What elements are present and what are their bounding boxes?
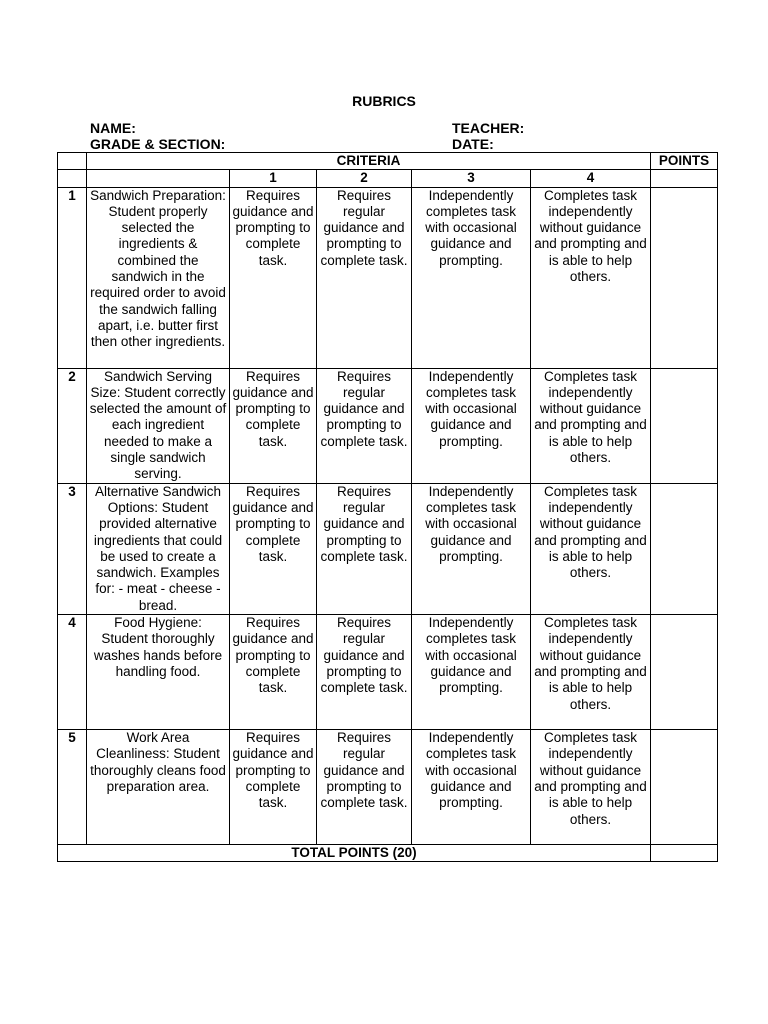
level-header-3: 3 bbox=[412, 170, 531, 187]
criterion-cell: Food Hygiene: Student thoroughly washes hands before handling food. bbox=[87, 615, 230, 730]
points-cell[interactable] bbox=[651, 730, 718, 845]
points-cell[interactable] bbox=[651, 483, 718, 614]
level-4-cell: Completes task independently without guidance and prompting and is able to help others. bbox=[531, 368, 651, 483]
level-4-cell: Completes task independently without guidance and prompting and is able to help others. bbox=[531, 615, 651, 730]
name-label: NAME: bbox=[90, 120, 136, 136]
level-1-cell: Requires guidance and prompting to complete task. bbox=[230, 187, 317, 368]
level-3-cell: Independently completes task with occasional guidance and prompting. bbox=[412, 483, 531, 614]
table-row bbox=[58, 615, 718, 730]
table-row bbox=[58, 730, 718, 845]
level-2-cell: Requires regular guidance and prompting to complete task. bbox=[317, 730, 412, 845]
level-1-cell: Requires guidance and prompting to complete task. bbox=[230, 368, 317, 483]
row-number: 5 bbox=[58, 730, 87, 845]
blank-cell bbox=[87, 170, 230, 187]
criteria-header-row bbox=[58, 153, 718, 170]
level-2-cell: Requires regular guidance and prompting to complete task. bbox=[317, 368, 412, 483]
level-1-cell: Requires guidance and prompting to complete task. bbox=[230, 615, 317, 730]
blank-cell bbox=[58, 153, 87, 170]
levels-header-row bbox=[58, 170, 718, 187]
level-header-2: 2 bbox=[317, 170, 412, 187]
criteria-header: CRITERIA bbox=[87, 153, 651, 170]
table-row bbox=[58, 483, 718, 614]
points-cell[interactable] bbox=[651, 615, 718, 730]
level-3-cell: Independently completes task with occasional guidance and prompting. bbox=[412, 368, 531, 483]
table-row bbox=[58, 368, 718, 483]
level-header-4: 4 bbox=[531, 170, 651, 187]
date-label: DATE: bbox=[452, 136, 494, 152]
level-3-cell: Independently completes task with occasional guidance and prompting. bbox=[412, 730, 531, 845]
total-points-cell[interactable] bbox=[651, 845, 718, 862]
points-cell[interactable] bbox=[651, 187, 718, 368]
row-number: 4 bbox=[58, 615, 87, 730]
row-number: 3 bbox=[58, 483, 87, 614]
total-row bbox=[58, 845, 718, 862]
criterion-cell: Alternative Sandwich Options: Student provided alternative ingredients that could be used to create a sandwich. Examples for: - meat - cheese - bread. bbox=[87, 483, 230, 614]
level-2-cell: Requires regular guidance and prompting to complete task. bbox=[317, 483, 412, 614]
criterion-cell: Sandwich Serving Size: Student correctly selected the amount of each ingredient needed to make a single sandwich serving. bbox=[87, 368, 230, 483]
level-2-cell: Requires regular guidance and prompting to complete task. bbox=[317, 615, 412, 730]
level-1-cell: Requires guidance and prompting to complete task. bbox=[230, 483, 317, 614]
level-1-cell: Requires guidance and prompting to complete task. bbox=[230, 730, 317, 845]
teacher-label: TEACHER: bbox=[452, 120, 525, 136]
level-2-cell: Requires regular guidance and prompting to complete task. bbox=[317, 187, 412, 368]
table-row bbox=[58, 187, 718, 368]
rubric-table bbox=[57, 152, 718, 862]
row-number: 1 bbox=[58, 187, 87, 368]
level-4-cell: Completes task independently without guidance and prompting and is able to help others. bbox=[531, 730, 651, 845]
grade-section-label: GRADE & SECTION: bbox=[90, 136, 226, 152]
level-4-cell: Completes task independently without guidance and prompting and is able to help others. bbox=[531, 187, 651, 368]
points-header: POINTS bbox=[651, 153, 718, 170]
level-3-cell: Independently completes task with occasional guidance and prompting. bbox=[412, 187, 531, 368]
level-3-cell: Independently completes task with occasional guidance and prompting. bbox=[412, 615, 531, 730]
total-points-label: TOTAL POINTS (20) bbox=[58, 845, 651, 862]
level-4-cell: Completes task independently without guidance and prompting and is able to help others. bbox=[531, 483, 651, 614]
criterion-cell: Work Area Cleanliness: Student thoroughly cleans food preparation area. bbox=[87, 730, 230, 845]
blank-cell bbox=[58, 170, 87, 187]
level-header-1: 1 bbox=[230, 170, 317, 187]
blank-cell bbox=[651, 170, 718, 187]
criterion-cell: Sandwich Preparation: Student properly selected the ingredients & combined the sandwich in the required order to avoid the sandwich falling apart, i.e. butter first then other ingredients. bbox=[87, 187, 230, 368]
row-number: 2 bbox=[58, 368, 87, 483]
points-cell[interactable] bbox=[651, 368, 718, 483]
page-title: RUBRICS bbox=[352, 93, 416, 109]
